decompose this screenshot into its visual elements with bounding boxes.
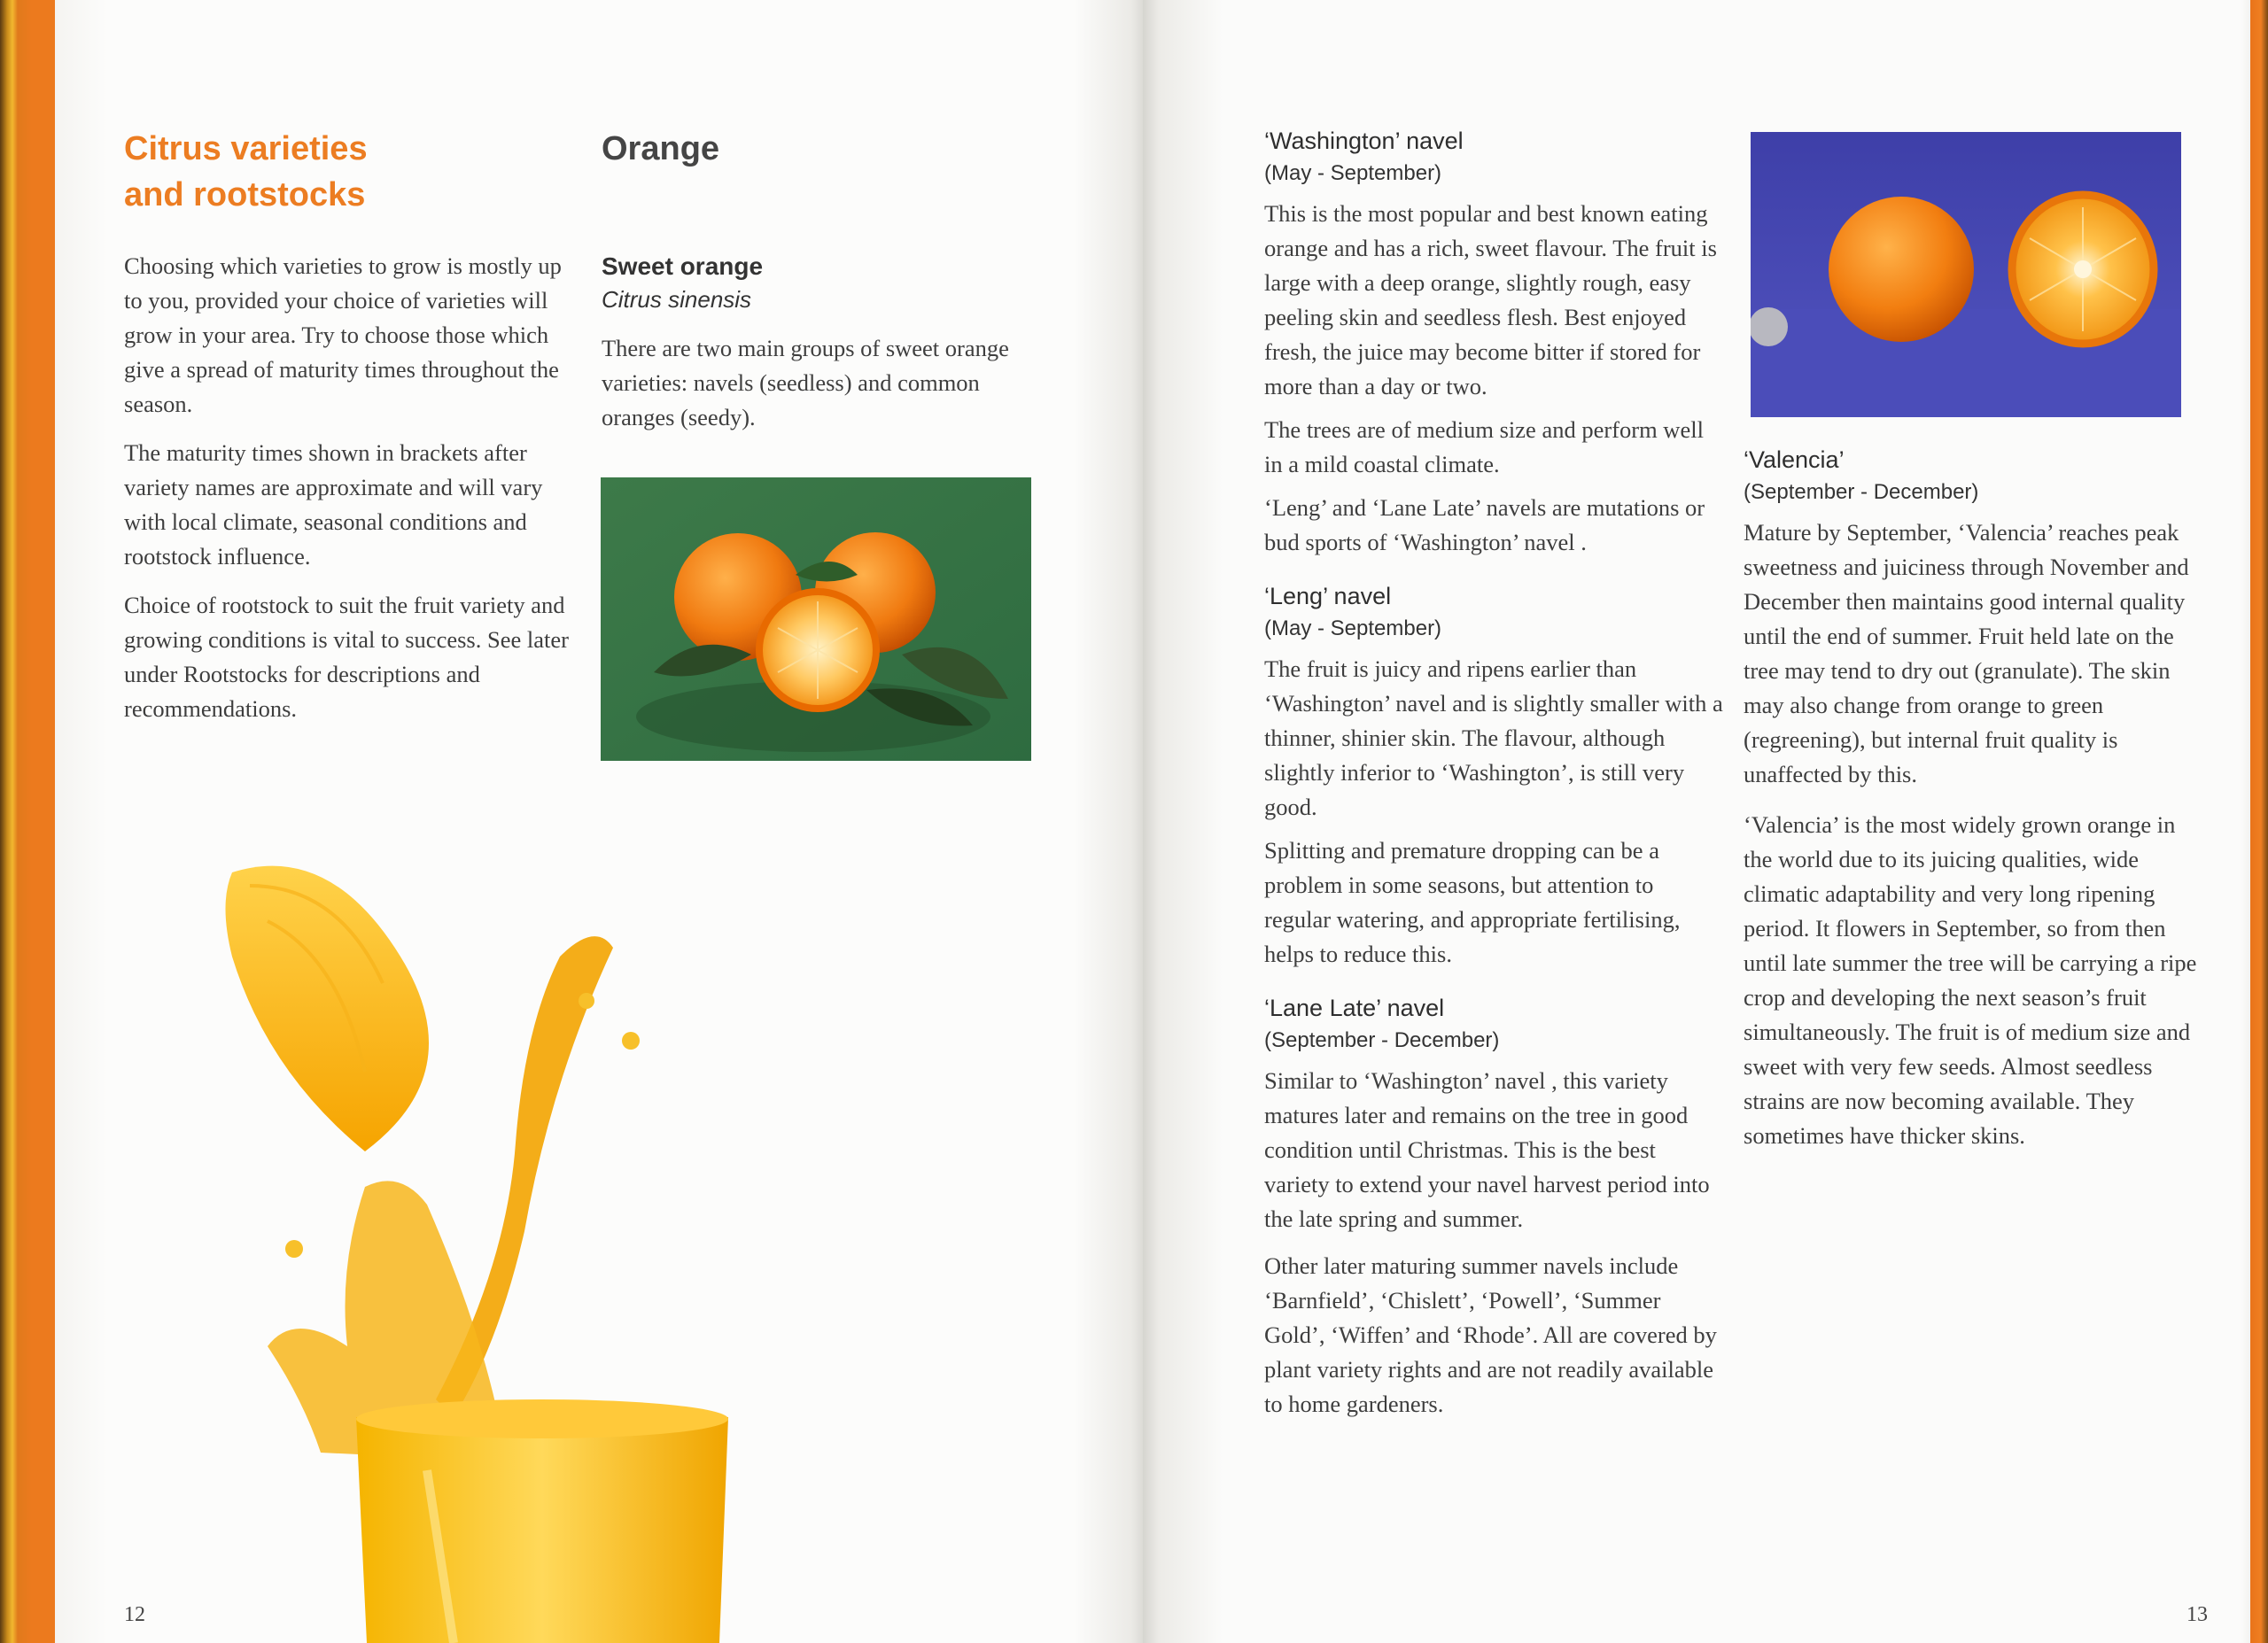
varieties-column	[1264, 124, 1725, 1436]
valencia-paragraph-1: Mature by September, ‘Valencia’ reaches peak sweetness and juiciness through November and December then maintains good internal quality until the end of summer. Fruit held late on the tree may tend to dry out (granulate). The skin may also change from orange to green (regreening), but internal fruit quality is unaffected by this.	[1744, 519, 2189, 787]
variety-name: ‘Washington’ navel	[1264, 128, 1464, 154]
intro-paragraph-3: Choice of rootstock to suit the fruit variety and growing conditions is vital to success. See later under Rootstocks for descriptions and recommendations.	[124, 592, 569, 722]
sweet-orange-latin: Citrus sinensis	[602, 286, 752, 313]
sweet-orange-column	[602, 250, 1045, 449]
variety-paragraph: Splitting and premature dropping can be a problem in some seasons, but attention to regular watering, and appropriate fertilising, helps to reduce this.	[1264, 837, 1681, 967]
variety-lane-late	[1264, 991, 1725, 1422]
variety-name: ‘Leng’ navel	[1264, 583, 1392, 609]
sweet-orange-title: Sweet orange	[602, 252, 764, 280]
variety-paragraph: This is the most popular and best known eating orange and has a rich, sweet flavour. The fruit is large with a deep orange, slightly rough, easy peeling skin and seedless flesh. Best enjoyed fresh, the juice may become bitter if stored for more than a day or two.	[1264, 200, 1717, 399]
whole-and-halved-navel-orange-photo	[1751, 132, 2181, 417]
variety-paragraph: Similar to ‘Washington’ navel , this variety matures later and remains on the tree in good condition until Christmas. This is the best variety to extend your navel harvest period into the late spring and summer.	[1264, 1067, 1710, 1232]
valencia-column	[1744, 443, 2204, 1167]
valencia-months: (September - December)	[1744, 480, 1979, 504]
variety-name: ‘Lane Late’ navel	[1264, 995, 1445, 1021]
valencia-name: ‘Valencia’	[1744, 446, 1845, 473]
variety-paragraph: ‘Leng’ and ‘Lane Late’ navels are mutations or bud sports of ‘Washington’ navel .	[1264, 494, 1705, 555]
oranges-with-leaves-photo	[601, 477, 1031, 761]
variety-paragraph: The trees are of medium size and perform well in a mild coastal climate.	[1264, 416, 1704, 477]
right-cover-edge	[2250, 0, 2268, 1643]
left-cover-edge	[0, 0, 32, 1643]
heading-line-1: Citrus varieties	[124, 130, 368, 167]
left-orange-border	[32, 0, 55, 1643]
variety-months: (May - September)	[1264, 616, 1442, 640]
page-number-left: 12	[124, 1603, 145, 1626]
intro-column	[124, 249, 585, 740]
left-page	[55, 0, 1143, 1643]
valencia-paragraph-2: ‘Valencia’ is the most widely grown orange in the world due to its juicing qualities, wide climatic adaptability and very long ripening period. It flowers in September, so from then until late summer the tree will be carrying a ripe crop and developing the next season’s fruit simultaneously. The fruit is of medium size and sweet with very few seeds. Almost seedless strains are now becoming available. They sometimes have thicker skins.	[1744, 811, 2197, 1149]
page-heading	[124, 126, 496, 218]
variety-months: (September - December)	[1264, 1028, 1500, 1052]
section-title-orange: Orange	[602, 130, 720, 167]
sweet-orange-text: There are two main groups of sweet orange varieties: navels (seedless) and common oranges (seedy).	[602, 335, 1009, 430]
orange-juice-splash-photo	[135, 850, 976, 1643]
heading-line-2: and rootstocks	[124, 176, 366, 213]
variety-washington	[1264, 124, 1725, 560]
right-page	[1143, 0, 2252, 1643]
variety-paragraph: Other later maturing summer navels include ‘Barnfield’, ‘Chislett’, ‘Powell’, ‘Summer Gold’, ‘Wiffen’ and ‘Rhode’. All are covered by plant variety rights and are not readily available to home gardeners.	[1264, 1252, 1717, 1417]
intro-paragraph-2: The maturity times shown in brackets after variety names are approximate and will vary with local climate, seasonal conditions and rootstock influence.	[124, 439, 543, 570]
page-number-right: 13	[2186, 1603, 2208, 1626]
variety-paragraph: The fruit is juicy and ripens earlier than ‘Washington’ navel and is slightly smaller with a thinner, shinier skin. The flavour, although slightly inferior to ‘Washington’, is still very good.	[1264, 655, 1723, 820]
variety-months: (May - September)	[1264, 161, 1442, 185]
variety-leng	[1264, 579, 1725, 972]
intro-paragraph-1: Choosing which varieties to grow is mostly up to you, provided your choice of varieties will grow in your area. Try to choose those which give a spread of maturity times throughout the season.	[124, 252, 562, 417]
